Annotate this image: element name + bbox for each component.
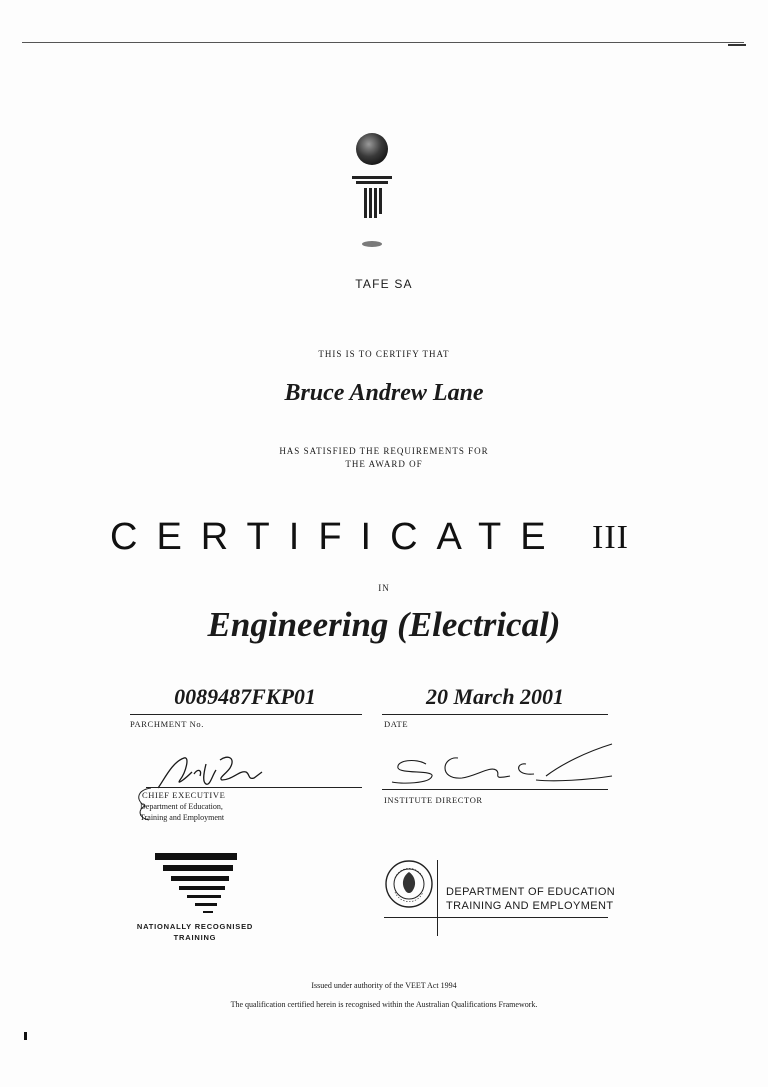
chief-executive-title: CHIEF EXECUTIVE bbox=[142, 790, 226, 800]
tafe-sa-logo-icon bbox=[348, 132, 396, 250]
course-name: Engineering (Electrical) bbox=[207, 605, 561, 644]
parchment-line bbox=[130, 714, 362, 715]
certificate-title: CERTIFICATE bbox=[110, 516, 565, 558]
nrt-label-line-1: NATIONALLY RECOGNISED bbox=[136, 922, 254, 931]
footer-authority-text: Issued under authority of the VEET Act 1994 bbox=[311, 981, 457, 990]
in-text: IN bbox=[378, 583, 390, 593]
chief-dept-line-2: Training and Employment bbox=[140, 813, 225, 822]
chief-dept-line-1: Department of Education, bbox=[140, 802, 223, 811]
date-line bbox=[382, 714, 608, 715]
institute-director-signature bbox=[386, 742, 618, 792]
dept-logo-underline bbox=[384, 917, 608, 918]
nrt-label-line-2: TRAINING bbox=[173, 933, 217, 942]
recipient-name: Bruce Andrew Lane bbox=[284, 380, 484, 406]
footer-recognition-text: The qualification certified herein is recognised within the Australian Qualifications Framework. bbox=[230, 1000, 538, 1009]
director-signature-line bbox=[382, 789, 608, 790]
certificate-level: III bbox=[592, 519, 629, 556]
parchment-number: 0089487FKP01 bbox=[174, 684, 316, 709]
organization-name: TAFE SA bbox=[355, 277, 413, 291]
date-value: 20 March 2001 bbox=[425, 684, 565, 709]
chief-signature-line bbox=[146, 787, 362, 788]
dept-name-line-1: DEPARTMENT OF EDUCATION bbox=[446, 886, 616, 898]
institute-director-title: INSTITUTE DIRECTOR bbox=[384, 795, 483, 805]
parchment-label: PARCHMENT No. bbox=[130, 719, 204, 729]
scan-mark bbox=[24, 1032, 27, 1040]
certify-text: THIS IS TO CERTIFY THAT bbox=[318, 349, 450, 359]
dept-name-line-2: TRAINING AND EMPLOYMENT bbox=[446, 900, 614, 912]
requirements-line-1: HAS SATISFIED THE REQUIREMENTS FOR bbox=[279, 446, 489, 456]
nationally-recognised-training-logo-icon bbox=[155, 853, 241, 923]
top-border-mark bbox=[728, 44, 746, 46]
requirements-line-2: THE AWARD OF bbox=[345, 459, 423, 469]
date-label: DATE bbox=[384, 719, 409, 729]
south-australia-seal-icon bbox=[383, 858, 435, 910]
top-border-line bbox=[22, 42, 744, 43]
dept-logo-divider bbox=[437, 860, 438, 936]
